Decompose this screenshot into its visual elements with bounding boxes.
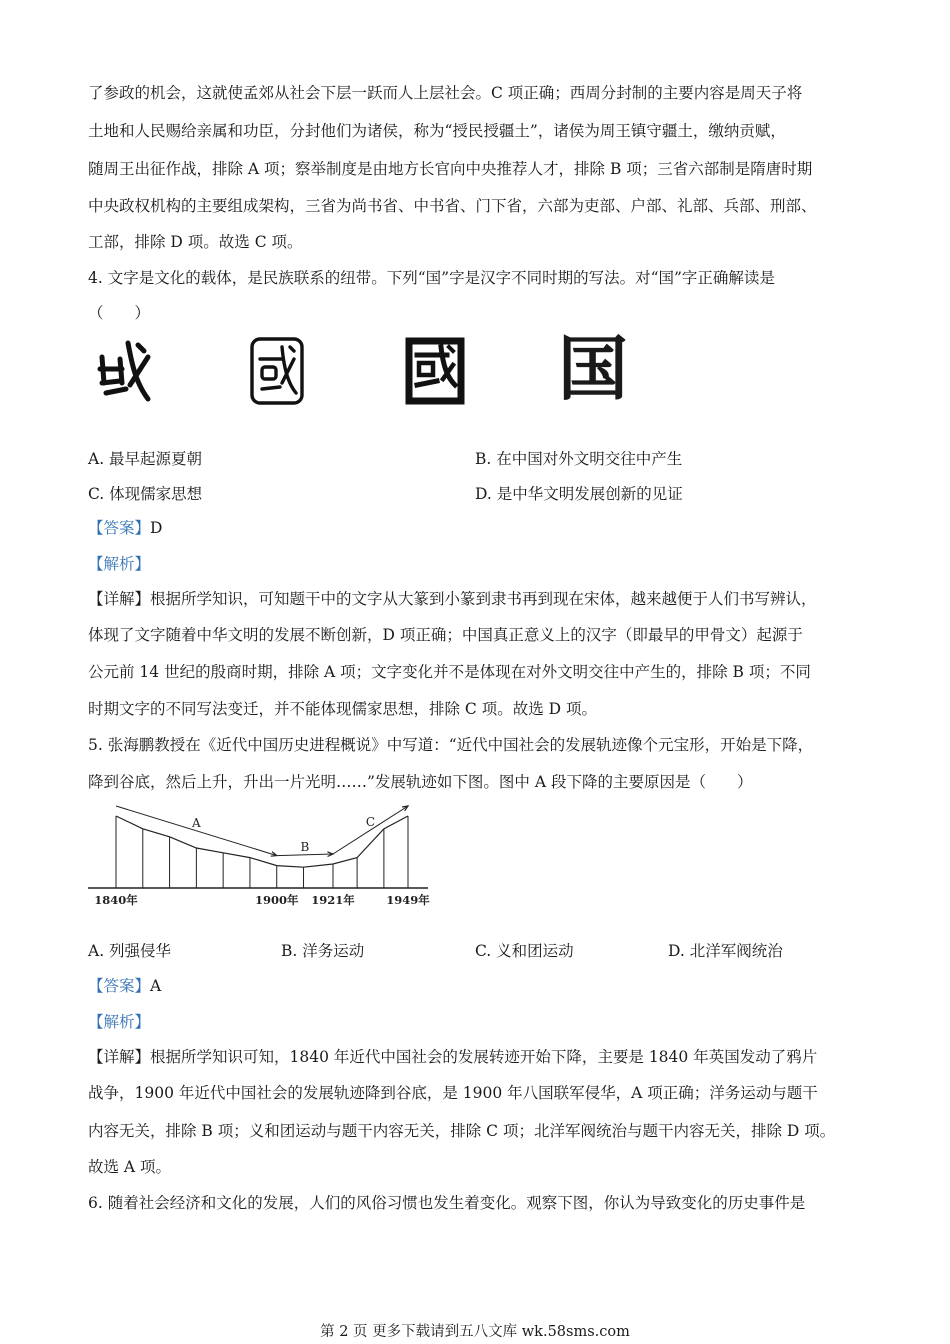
text-line: 公元前 14 世纪的殷商时期，排除 A 项；文字变化并不是体现在对外文明交往中产生的，排除 B 项；不同 xyxy=(88,663,811,681)
chart-segment-label: B xyxy=(300,839,310,854)
chart-segment-arrow xyxy=(277,854,333,856)
q5-option-d[interactable]: D. 北洋军阀统治 xyxy=(668,942,783,960)
chart-tick-label: 1921年 xyxy=(311,893,355,907)
detail-text: 根据所学知识可知，1840 年近代中国社会的发展转迹开始下降，主要是 1840 年英国发动了鸦片 xyxy=(150,1048,818,1066)
q4-option-b[interactable]: B. 在中国对外文明交往中产生 xyxy=(475,450,683,468)
text-line: 了参政的机会，这就使孟郊从社会下层一跃而人上层社会。C 项正确；西周分封制的主要内容是周天子将 xyxy=(88,84,803,102)
q4-stem: 4. 文字是文化的载体，是民族联系的纽带。下列“国”字是汉字不同时期的写法。对“国”字正确解读是 xyxy=(88,269,775,287)
text-line: 故选 A 项。 xyxy=(88,1158,172,1176)
q4-stem-paren: （ ） xyxy=(88,304,151,322)
bronze-script-glyph xyxy=(92,335,154,405)
modern-guo-glyph: 国 xyxy=(558,328,628,410)
text-line: 内容无关，排除 B 项；义和团运动与题干内容无关，排除 C 项；北洋军阀统治与题干内容无关，排除 D 项。 xyxy=(88,1122,836,1140)
q4-option-c[interactable]: C. 体现儒家思想 xyxy=(88,485,203,503)
q5-analysis xyxy=(88,1012,150,1032)
page-footer: 第 2 页 更多下载请到五八文库 wk.58sms.com xyxy=(320,1324,630,1340)
q5-stem: 5. 张海鹏教授在《近代中国历史进程概说》中写道：“近代中国社会的发展轨迹像个元宝形，开始是下降， xyxy=(88,736,814,754)
q6-stem: 6. 随着社会经济和文化的发展，人们的风俗习惯也发生着变化。观察下图，你认为导致变化的历史事件是 xyxy=(88,1194,806,1212)
q4-option-d[interactable]: D. 是中华文明发展创新的见证 xyxy=(475,485,683,503)
answer-value: A xyxy=(150,977,162,995)
q4-option-a[interactable]: A. 最早起源夏朝 xyxy=(88,450,203,468)
detail-tag: 【详解】 xyxy=(88,1048,151,1066)
chart-tick-label: 1840年 xyxy=(94,893,138,907)
development-trajectory-chart xyxy=(86,800,436,915)
q4-detail xyxy=(88,589,817,609)
answer-value: D xyxy=(150,519,163,537)
q5-answer xyxy=(88,976,161,996)
q5-stem: 降到谷底，然后上升，升出一片光明……”发展轨迹如下图。图中 A 段下降的主要原因是（ ） xyxy=(88,773,753,791)
chart-segment-arrow xyxy=(333,806,408,854)
q5-detail xyxy=(88,1047,817,1067)
seal-script-glyph xyxy=(248,335,306,407)
clerical-script-glyph xyxy=(403,335,467,407)
analysis-tag: 【解析】 xyxy=(88,1013,151,1031)
text-line: 中央政权机构的主要组成架构，三省为尚书省、中书省、门下省，六部为吏部、户部、礼部、兵部、刑部、 xyxy=(88,197,817,215)
chart-tick-label: 1900年 xyxy=(254,893,299,907)
text-line: 体现了文字随着中华文明的发展不断创新，D 项正确；中国真正意义上的汉字（即最早的甲骨文）起源于 xyxy=(88,626,803,644)
q5-option-b[interactable]: B. 洋务运动 xyxy=(281,942,365,960)
chart-tick-label: 1949年 xyxy=(386,893,430,907)
text-line: 土地和人民赐给亲属和功臣，分封他们为诸侯，称为“授民授疆土”，诸侯为周王镇守疆土，缴纳贡赋， xyxy=(88,122,786,140)
q5-option-a[interactable]: A. 列强侵华 xyxy=(88,942,172,960)
text-line: 时期文字的不同写法变迁，并不能体现儒家思想，排除 C 项。故选 D 项。 xyxy=(88,700,597,718)
q4-analysis xyxy=(88,554,150,574)
text-line: 战争，1900 年近代中国社会的发展轨迹降到谷底，是 1900 年八国联军侵华，A 项正确；洋务运动与题干 xyxy=(88,1084,818,1102)
q4-answer xyxy=(88,518,162,538)
chart-segment-label: C xyxy=(365,815,376,829)
text-line: 工部，排除 D 项。故选 C 项。 xyxy=(88,233,303,251)
chart-segment-label: A xyxy=(192,815,201,830)
chart-series-line xyxy=(116,816,408,867)
detail-tag: 【详解】 xyxy=(88,590,151,608)
guo-character-evolution-image xyxy=(88,328,648,415)
answer-tag: 【答案】 xyxy=(88,977,151,995)
q5-option-c[interactable]: C. 义和团运动 xyxy=(475,942,574,960)
answer-tag: 【答案】 xyxy=(88,519,151,537)
detail-text: 根据所学知识，可知题干中的文字从大篆到小篆到隶书再到现在宋体，越来越便于人们书写辨认， xyxy=(150,590,817,608)
analysis-tag: 【解析】 xyxy=(88,555,151,573)
text-line: 随周王出征作战，排除 A 项；察举制度是由地方长官向中央推荐人才，排除 B 项；三省六部制是隋唐时期 xyxy=(88,160,813,178)
